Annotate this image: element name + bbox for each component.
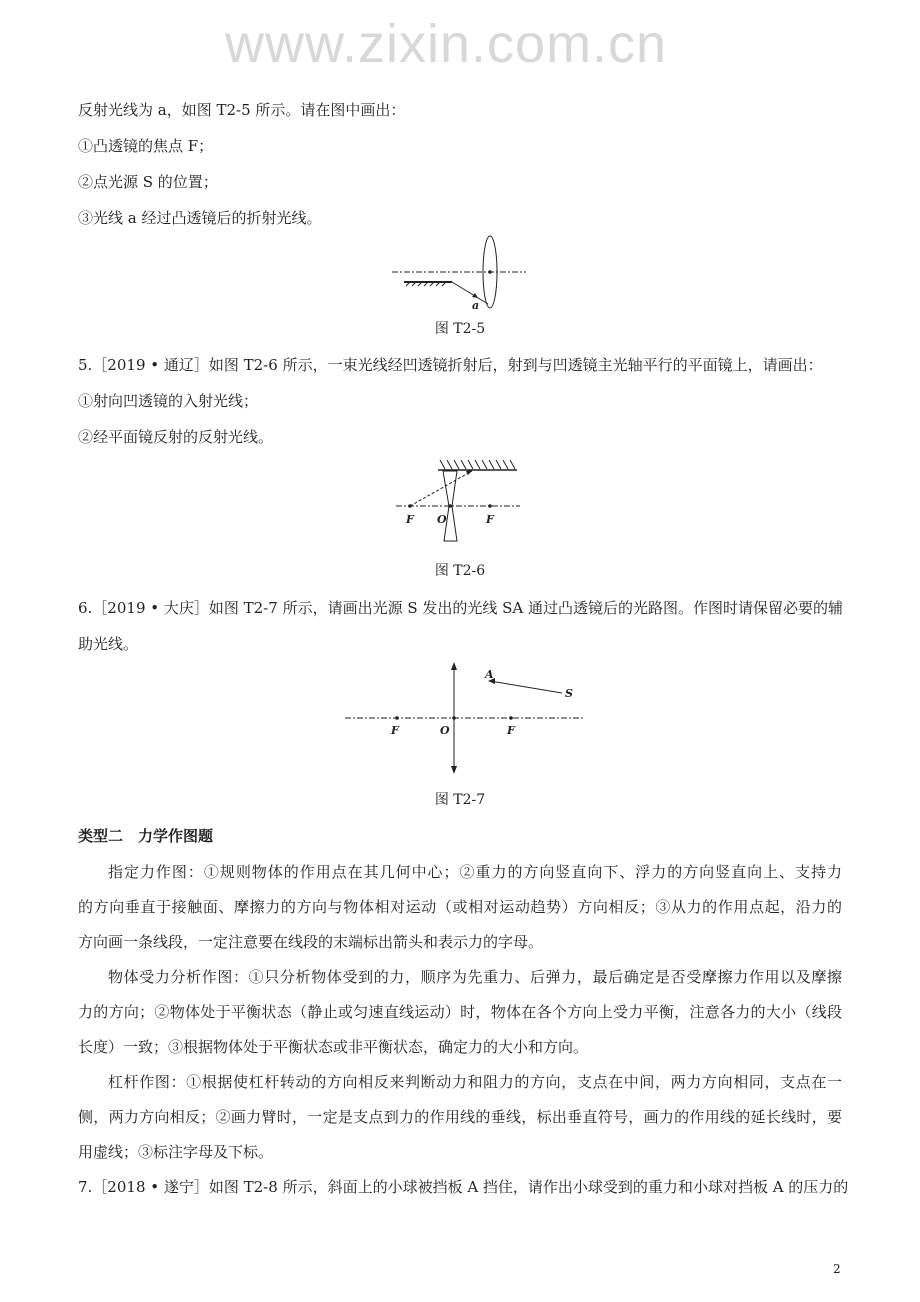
paragraph-line: 杠杆作图：①根据使杠杆转动的方向相反来判断动力和阻力的方向，支点在中间，两力方向相同，支点在一 bbox=[108, 1073, 842, 1091]
page-number: 2 bbox=[833, 1262, 841, 1276]
label-s: S bbox=[565, 687, 573, 700]
label-optical-center: O bbox=[440, 724, 450, 737]
paragraph-line: 长度）一致；③根据物体处于平衡状态或非平衡状态，确定力的大小和方向。 bbox=[78, 1038, 589, 1056]
paragraph-line: 指定力作图：①规则物体的作用点在其几何中心；②重力的方向竖直向下、浮力的方向竖直向上、支持力 bbox=[108, 863, 842, 881]
q4-line: ③光线 a 经过凸透镜后的折射光线。 bbox=[78, 209, 322, 227]
watermark: www.zixin.com.cn bbox=[225, 14, 668, 74]
q6-line: 6.［2019 • 大庆］如图 T2-7 所示，请画出光源 S 发出的光线 SA 通过凸透镜后的光路图。作图时请保留必要的辅 bbox=[78, 599, 844, 617]
figure-caption: 图 T2-5 bbox=[434, 321, 486, 337]
label-optical-center: O bbox=[437, 513, 447, 526]
figure-t2-5 bbox=[380, 230, 540, 310]
label-focus-left: F bbox=[406, 513, 414, 526]
label-a: A bbox=[485, 668, 494, 681]
paragraph-line: 力的方向；②物体处于平衡状态（静止或匀速直线运动）时，物体在各个方向上受力平衡，注意各力的大小（线段 bbox=[78, 1003, 842, 1021]
q7-line: 7.［2018 • 遂宁］如图 T2-8 所示，斜面上的小球被挡板 A 挡住，请作出小球受到的重力和小球对挡板 A 的压力的 bbox=[78, 1178, 849, 1196]
q4-line: ②点光源 S 的位置； bbox=[78, 173, 218, 191]
q6-line: 助光线。 bbox=[78, 635, 139, 653]
paragraph-line: 侧，两力方向相反；②画力臂时，一定是支点到力的作用线的垂线，标出垂直符号，画力的作用线的延长线时，要 bbox=[78, 1108, 842, 1126]
label-focus-left: F bbox=[391, 724, 399, 737]
q5-line: 5.［2019 • 通辽］如图 T2-6 所示，一束光线经凹透镜折射后，射到与凹透镜主光轴平行的平面镜上，请画出： bbox=[78, 356, 823, 374]
paragraph-line: 物体受力分析作图：①只分析物体受到的力，顺序为先重力、后弹力，最后确定是否受摩擦力作用以及摩擦 bbox=[108, 968, 842, 986]
q4-line: ①凸透镜的焦点 F； bbox=[78, 137, 214, 155]
paragraph-line: 方向画一条线段，一定注意要在线段的末端标出箭头和表示力的字母。 bbox=[78, 933, 544, 951]
figure-t2-7 bbox=[340, 660, 590, 780]
label-focus-right: F bbox=[486, 513, 494, 526]
ray-sa bbox=[490, 681, 562, 693]
paragraph-line: 用虚线；③标注字母及下标。 bbox=[78, 1143, 274, 1161]
q5-line: ②经平面镜反射的反射光线。 bbox=[78, 428, 274, 446]
figure-caption: 图 T2-6 bbox=[434, 563, 486, 579]
q5-line: ①射向凹透镜的入射光线； bbox=[78, 392, 259, 410]
q4-line: 反射光线为 a，如图 T2-5 所示。请在图中画出： bbox=[78, 101, 406, 119]
ray-a bbox=[452, 282, 488, 304]
refracted-ray bbox=[410, 471, 472, 506]
figure-caption: 图 T2-7 bbox=[434, 792, 486, 808]
label-a: a bbox=[472, 299, 480, 310]
label-focus-right: F bbox=[507, 724, 515, 737]
paragraph-line: 的方向垂直于接触面、摩擦力的方向与物体相对运动（或相对运动趋势）方向相反；③从力的作用点起，沿力的 bbox=[78, 898, 842, 916]
figure-t2-6 bbox=[380, 455, 530, 555]
section-title: 类型二 力学作图题 bbox=[78, 827, 214, 845]
